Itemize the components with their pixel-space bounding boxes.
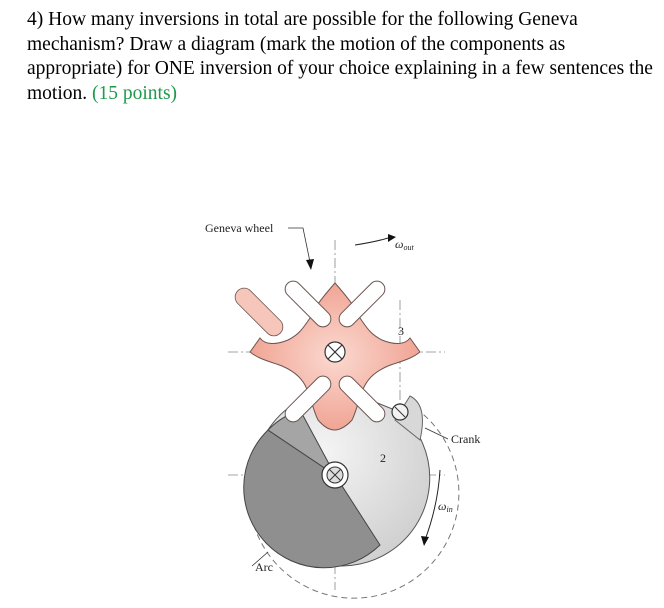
crank-pivot bbox=[322, 462, 348, 488]
label-arc: Arc bbox=[255, 560, 273, 574]
label-omega-out: ωout bbox=[395, 237, 414, 252]
wheel-pivot bbox=[325, 342, 345, 362]
label-geneva-wheel: Geneva wheel bbox=[205, 221, 274, 235]
question-points: (15 points) bbox=[92, 82, 178, 104]
crank-leader bbox=[425, 428, 448, 439]
question-body: 4) How many inversions in total are possible for the following Geneva mechanism? Draw a diagram (mark the motion of the components as appropriate) for ONE inversion of your choice explaining in a few sentences the motion. bbox=[27, 9, 653, 104]
label-link-3: 3 bbox=[398, 324, 404, 338]
label-crank: Crank bbox=[451, 432, 481, 446]
label-link-2: 2 bbox=[380, 451, 386, 465]
geneva-wheel-leader bbox=[288, 228, 310, 262]
omega-out-arrow bbox=[355, 238, 388, 245]
label-omega-in: ωin bbox=[438, 499, 453, 514]
